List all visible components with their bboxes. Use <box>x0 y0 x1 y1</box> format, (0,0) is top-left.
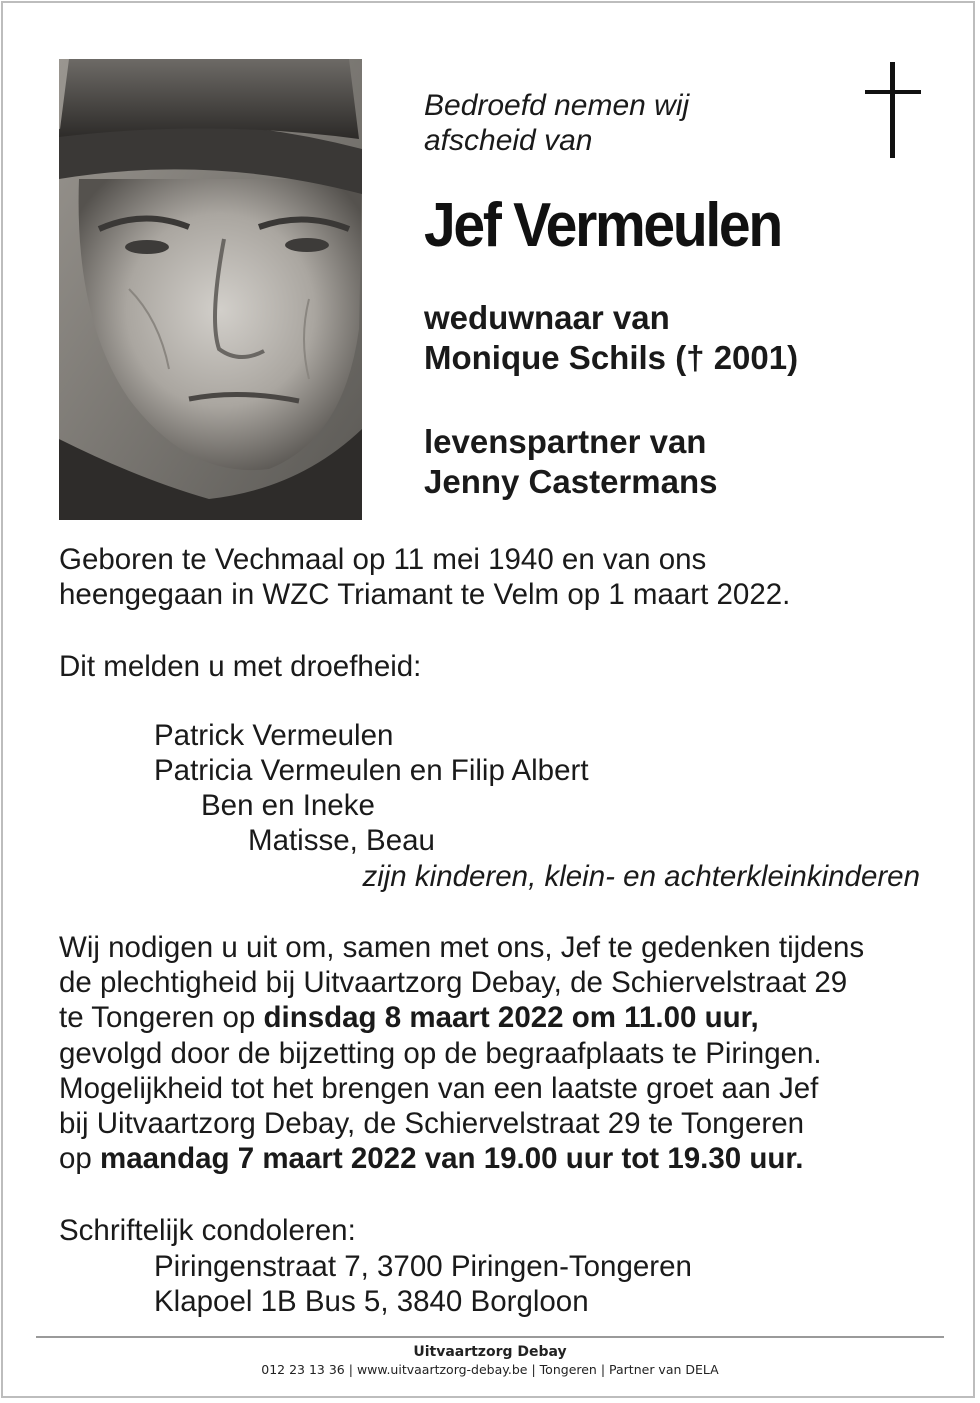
text-line: Geboren te Vechmaal op 11 mei 1940 en van ons <box>59 543 707 576</box>
text-line <box>59 1000 864 1035</box>
footer-website[interactable]: www.uitvaartzorg-debay.be <box>356 1362 528 1377</box>
invitation-text <box>59 930 864 1176</box>
relation-name: Jenny Castermans <box>424 463 718 500</box>
address-line: Piringenstraat 7, 3700 Piringen-Tongeren <box>154 1250 692 1283</box>
family-member: Patrick Vermeulen <box>154 719 394 752</box>
deceased-name: Jef Vermeulen <box>424 191 781 260</box>
text-line: bij Uitvaartzorg Debay, de Schiervelstraat 29 te Tongeren <box>59 1107 805 1141</box>
text-line: de plechtigheid bij Uitvaartzorg Debay, de Schiervelstraat 29 <box>59 966 848 1000</box>
footer-info: 012 23 13 36 | www.uitvaartzorg-debay.be | Tongeren | Partner van DELA <box>261 1362 719 1377</box>
family-member: Patricia Vermeulen en Filip Albert <box>154 754 589 787</box>
family-member: Ben en Ineke <box>201 789 375 822</box>
footer-phone: 012 23 13 36 <box>261 1362 345 1377</box>
text-line: Wij nodigen u uit om, samen met ons, Jef te gedenken tijdens <box>59 931 865 964</box>
relation-partner <box>424 422 717 502</box>
intro-line: afscheid van <box>424 124 593 157</box>
visitation-datetime: maandag 7 maart 2022 van 19.00 uur tot 19.30 uur. <box>100 1142 804 1176</box>
birth-death-info <box>59 542 790 612</box>
relation-name: Monique Schils († 2001) <box>424 339 799 376</box>
ceremony-datetime: dinsdag 8 maart 2022 om 11.00 uur, <box>263 1001 759 1035</box>
portrait-photo <box>59 59 362 520</box>
intro-text <box>424 88 689 158</box>
condolence-title <box>59 1213 356 1248</box>
relation-spouse <box>424 298 798 378</box>
text-line: Mogelijkheid tot het brengen van een laatste groet aan Jef <box>59 1071 819 1105</box>
text-line: gevolgd door de bijzetting op de begraafplaats te Piringen. <box>59 1036 822 1070</box>
intro-line: Bedroefd nemen wij <box>424 89 690 122</box>
relation-label: levenspartner van <box>424 423 707 460</box>
text-span: te Tongeren op <box>59 1001 264 1035</box>
text-line: Schriftelijk condoleren: <box>59 1214 356 1247</box>
footer-company: Uitvaartzorg Debay <box>413 1344 567 1360</box>
text-line: heengegaan in WZC Triamant te Velm op 1 maart 2022. <box>59 578 791 612</box>
footer-partner: Partner van DELA <box>609 1362 719 1377</box>
family-signature: zijn kinderen, klein- en achterkleinkinderen <box>362 860 920 893</box>
announcement <box>59 649 421 684</box>
text-span: op <box>59 1142 101 1176</box>
footer-divider <box>36 1336 944 1338</box>
address-line: Klapoel 1B Bus 5, 3840 Borgloon <box>154 1285 589 1318</box>
family-member: Matisse, Beau <box>248 824 435 857</box>
text-line: Dit melden u met droefheid: <box>59 650 422 683</box>
relation-label: weduwnaar van <box>424 299 670 336</box>
footer-city: Tongeren <box>539 1362 597 1377</box>
text-line <box>59 1141 864 1176</box>
condolence-addresses <box>154 1249 692 1319</box>
cross-icon <box>862 60 924 160</box>
